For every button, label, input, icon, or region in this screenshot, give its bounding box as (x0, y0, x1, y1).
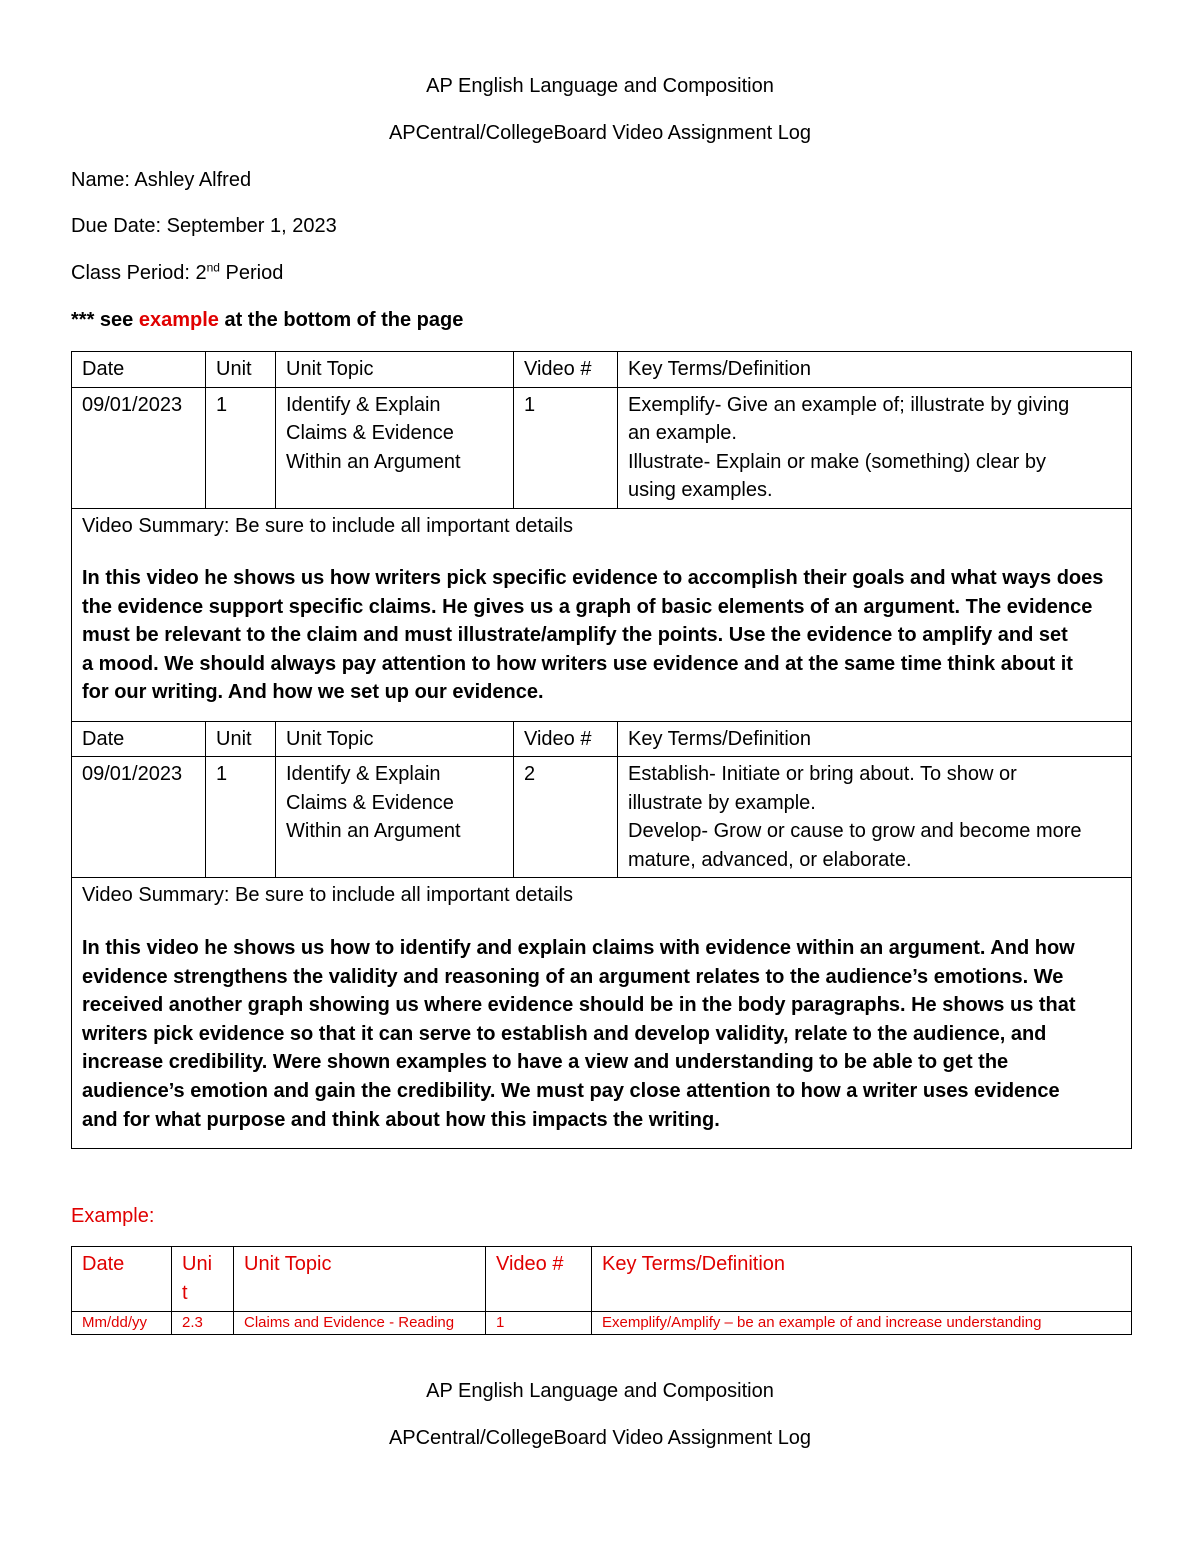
column-header-video: Video # (514, 352, 618, 388)
entry-topic-line: Within an Argument (286, 450, 461, 473)
entry-topic-line: Identify & Explain (286, 393, 441, 416)
log-entry-row (72, 757, 1132, 878)
video-summary-line: received another graph showing us where evidence should be in the body paragraphs. He shows us that (82, 994, 1076, 1017)
entry-video: 1 (514, 387, 618, 508)
entry-key-terms-line: Establish- Initiate or bring about. To show or (628, 763, 1017, 786)
video-summary-label: Video Summary: Be sure to include all important details (82, 884, 573, 907)
course-title: AP English Language and Composition (426, 75, 774, 97)
video-log-table (71, 351, 1132, 1149)
entry-key-terms (618, 757, 1132, 878)
course-title-repeat: AP English Language and Composition (426, 1380, 774, 1402)
entry-key-terms-line: illustrate by example. (628, 791, 816, 814)
log-title: APCentral/CollegeBoard Video Assignment Log (388, 122, 812, 144)
student-name: Name: Ashley Alfred (71, 169, 252, 191)
example-header-unit-line1: Uni (182, 1253, 213, 1275)
column-header-video: Video # (514, 721, 618, 757)
example-note (71, 308, 463, 332)
column-header-unit: Unit (206, 352, 276, 388)
due-date: Due Date: September 1, 2023 (71, 215, 337, 237)
entry-topic-line: Identify & Explain (286, 763, 441, 786)
example-header-unit-line2: t (182, 1282, 188, 1304)
example-label: Example: (71, 1205, 155, 1227)
note-suffix: at the bottom of the page (218, 309, 464, 331)
video-summary-line: In this video he shows us how to identify and explain claims with evidence within an argument. And how (82, 936, 1075, 959)
entry-video: 2 (514, 757, 618, 878)
column-header-terms: Key Terms/Definition (618, 721, 1132, 757)
example-header-unit (172, 1247, 234, 1312)
class-period-suffix: Period (219, 262, 284, 284)
log-summary-row (72, 508, 1132, 721)
video-summary-line: increase credibility. Were shown examples to have a view and understanding to be able to get the (82, 1051, 1009, 1074)
example-data-row (72, 1312, 1132, 1335)
video-summary-line: for our writing. And how we set up our evidence. (82, 681, 544, 704)
example-video: 1 (486, 1312, 592, 1335)
entry-key-terms-line: Exemplify- Give an example of; illustrate by giving (628, 393, 1070, 416)
entry-key-terms (618, 387, 1132, 508)
entry-key-terms-line: Illustrate- Explain or make (something) clear by (628, 450, 1046, 473)
log-entry-row (72, 387, 1132, 508)
column-header-unit: Unit (206, 721, 276, 757)
entry-topic-line: Within an Argument (286, 820, 461, 843)
example-header-topic: Unit Topic (234, 1247, 486, 1312)
entry-key-terms-line: an example. (628, 422, 737, 444)
log-header-row (72, 721, 1132, 757)
entry-unit: 1 (206, 387, 276, 508)
video-summary-line: the evidence support specific claims. He gives us a graph of basic elements of an argument. The evidence (82, 595, 1093, 618)
video-summary-cell (72, 508, 1132, 721)
example-header-terms: Key Terms/Definition (592, 1247, 1132, 1312)
log-title-repeat: APCentral/CollegeBoard Video Assignment Log (388, 1427, 812, 1449)
entry-topic-line: Claims & Evidence (286, 422, 454, 444)
entry-date: 09/01/2023 (72, 757, 206, 878)
column-header-date: Date (72, 352, 206, 388)
video-summary-line: a mood. We should always pay attention to how writers use evidence and at the same time think about it (82, 652, 1073, 675)
note-prefix: *** see (71, 309, 139, 331)
entry-key-terms-line: using examples. (628, 479, 773, 501)
class-period-prefix: Class Period: 2 (71, 262, 207, 284)
class-period (71, 261, 283, 285)
column-header-date: Date (72, 721, 206, 757)
video-summary-label: Video Summary: Be sure to include all important details (82, 514, 573, 537)
example-header-video: Video # (486, 1247, 592, 1312)
column-header-topic: Unit Topic (276, 352, 514, 388)
video-summary-line: writers pick evidence so that it can serve to establish and develop validity, relate to the audience, and (82, 1022, 1047, 1045)
video-summary-line: audience’s emotion and gain the credibility. We must pay close attention to how a writer uses evidence (82, 1079, 1060, 1102)
entry-key-terms-line: Develop- Grow or cause to grow and become more (628, 820, 1082, 843)
video-summary-line: In this video he shows us how writers pick specific evidence to accomplish their goals and what ways does (82, 567, 1104, 589)
entry-key-terms-line: mature, advanced, or elaborate. (628, 848, 912, 871)
example-unit: 2.3 (172, 1312, 234, 1335)
log-header-row (72, 352, 1132, 388)
class-period-sup: nd (206, 260, 220, 275)
video-summary-line: and for what purpose and think about how this impacts the writing. (82, 1108, 720, 1131)
example-topic: Claims and Evidence - Reading (234, 1312, 486, 1335)
video-summary-text (82, 564, 1121, 707)
entry-unit: 1 (206, 757, 276, 878)
example-header-row (72, 1247, 1132, 1312)
column-header-topic: Unit Topic (276, 721, 514, 757)
entry-topic-line: Claims & Evidence (286, 791, 454, 814)
note-highlight: example (138, 309, 219, 331)
example-terms: Exemplify/Amplify – be an example of and increase understanding (592, 1312, 1132, 1335)
entry-topic (276, 387, 514, 508)
entry-topic (276, 757, 514, 878)
column-header-terms: Key Terms/Definition (618, 352, 1132, 388)
log-summary-row (72, 878, 1132, 1149)
entry-date: 09/01/2023 (72, 387, 206, 508)
example-date: Mm/dd/yy (72, 1312, 172, 1335)
example-table (71, 1246, 1132, 1335)
video-summary-text (82, 934, 1121, 1134)
video-summary-line: evidence strengthens the validity and reasoning of an argument relates to the audience’s emotions. We (82, 965, 1064, 988)
video-summary-line: must be relevant to the claim and must illustrate/amplify the points. Use the evidence to amplify and set (82, 624, 1068, 647)
video-summary-cell (72, 878, 1132, 1149)
example-header-date: Date (72, 1247, 172, 1312)
